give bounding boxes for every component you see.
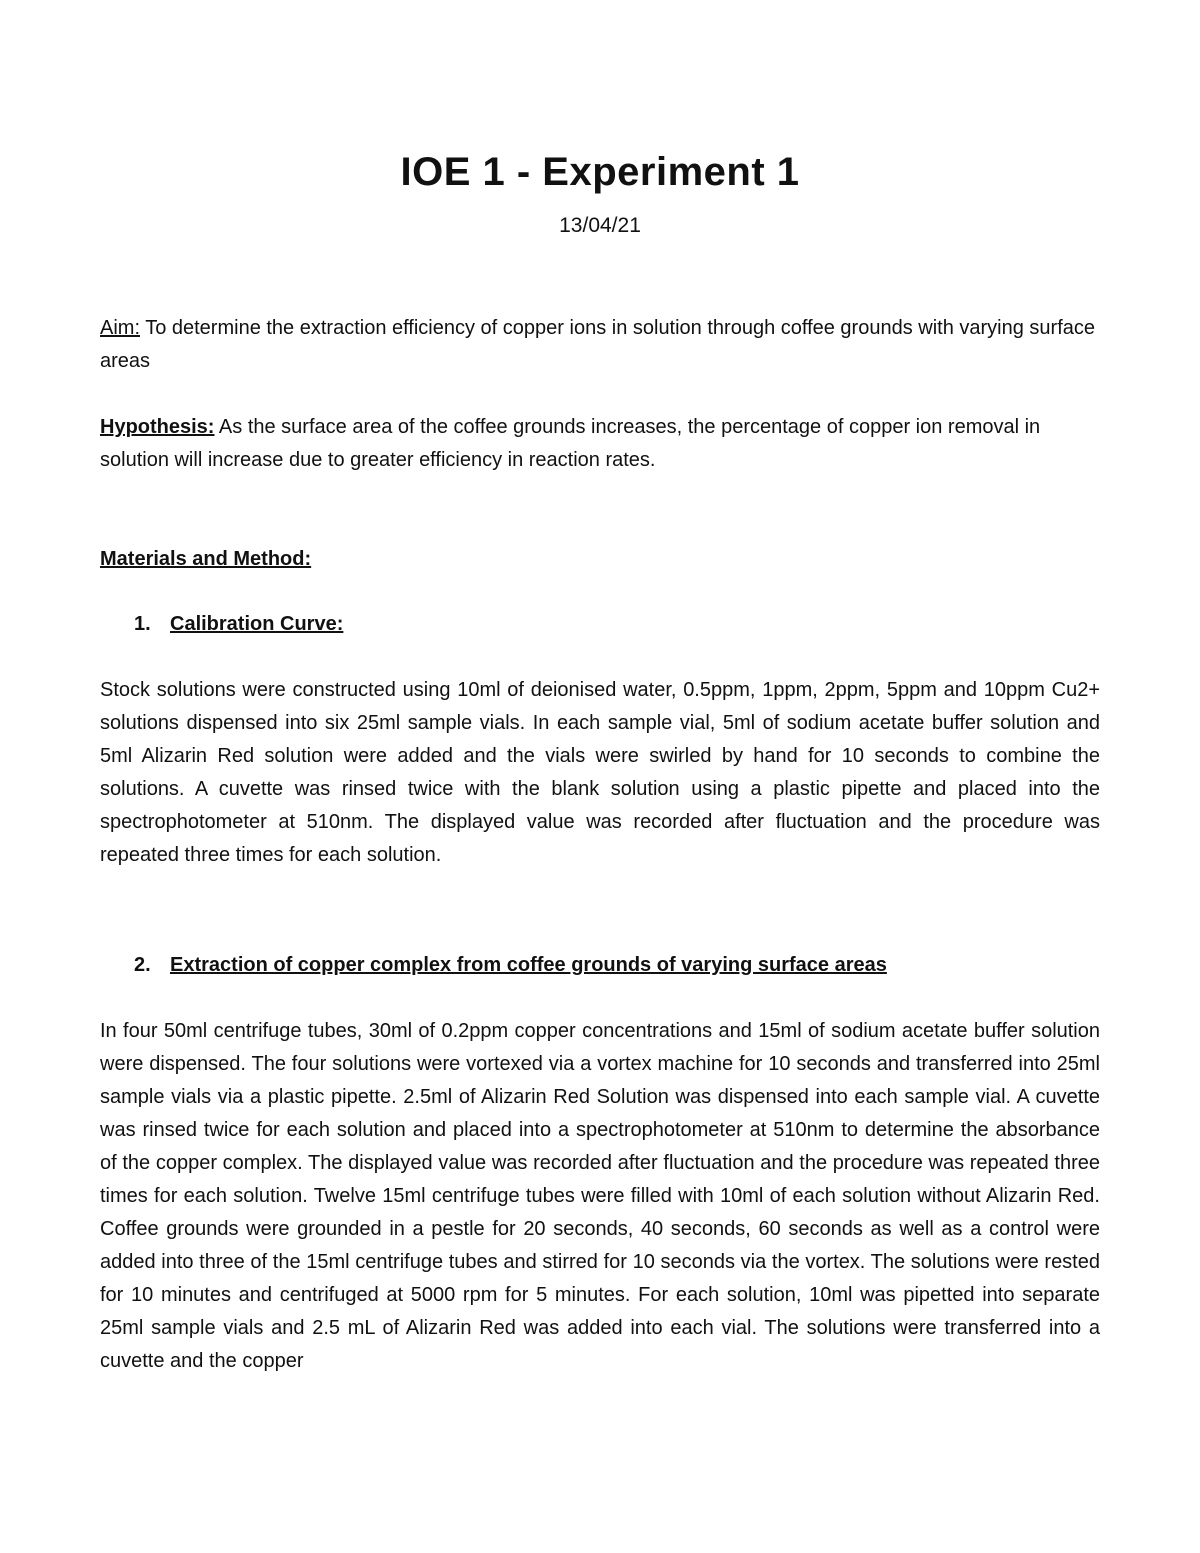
section-1-heading — [134, 608, 343, 641]
section-2-number: 2. — [134, 954, 151, 976]
hypothesis-label: Hypothesis: — [100, 416, 215, 438]
aim-label: Aim: — [100, 317, 140, 339]
document-title: IOE 1 - Experiment 1 — [400, 150, 800, 194]
hypothesis-text: As the surface area of the coffee grounds increases, the percentage of copper ion removal in solution will increase due to greater efficiency in reaction rates. — [100, 416, 1041, 471]
section-1-title: Calibration Curve: — [170, 613, 344, 635]
materials-heading-text: Materials and Method: — [100, 548, 312, 570]
section-2-body: In four 50ml centrifuge tubes, 30ml of 0.2ppm copper concentrations and 15ml of sodium acetate buffer solution were dispensed. The four solutions were vortexed via a vortex machine for 10 seconds and transferred into 25ml sample vials via a plastic pipette. 2.5ml of Alizarin Red Solution was dispensed into each sample vial. A cuvette was rinsed twice for each solution and placed into a spectrophotometer at 510nm to determine the absorbance of the copper complex. The displayed value was recorded after fluctuation and the procedure was repeated three times for each solution. Twelve 15ml centrifuge tubes were filled with 10ml of each solution without Alizarin Red. Coffee grounds were grounded in a pestle for 20 seconds, 40 seconds, 60 seconds as well as a control were added into three of the 15ml centrifuge tubes and stirred for 10 seconds via the vortex. The solutions were rested for 10 minutes and centrifuged at 5000 rpm for 5 minutes. For each solution, 10ml was pipetted into separate 25ml sample vials and 2.5 mL of Alizarin Red was added into each vial. The solutions were transferred into a cuvette and the copper — [100, 1020, 1100, 1372]
materials-heading — [100, 543, 1100, 576]
aim-text: To determine the extraction efficiency of copper ions in solution through coffee grounds with varying surface areas — [100, 317, 1095, 372]
document-date: 13/04/21 — [559, 214, 641, 237]
section-1-number: 1. — [134, 613, 151, 635]
hypothesis-paragraph — [100, 411, 1100, 477]
section-1-body: Stock solutions were constructed using 10ml of deionised water, 0.5ppm, 1ppm, 2ppm, 5ppm and 10ppm Cu2+ solutions dispensed into six 25ml sample vials. In each sample vial, 5ml of sodium acetate buffer solution and 5ml Alizarin Red solution were added and the vials were swirled by hand for 10 seconds to combine the solutions. A cuvette was rinsed twice with the blank solution using a plastic pipette and placed into the spectrophotometer at 510nm. The displayed value was recorded after fluctuation and the procedure was repeated three times for each solution. — [100, 679, 1100, 866]
section-2-heading — [134, 949, 887, 982]
aim-paragraph — [100, 312, 1100, 378]
section-2-title: Extraction of copper complex from coffee grounds of varying surface areas — [170, 954, 887, 976]
